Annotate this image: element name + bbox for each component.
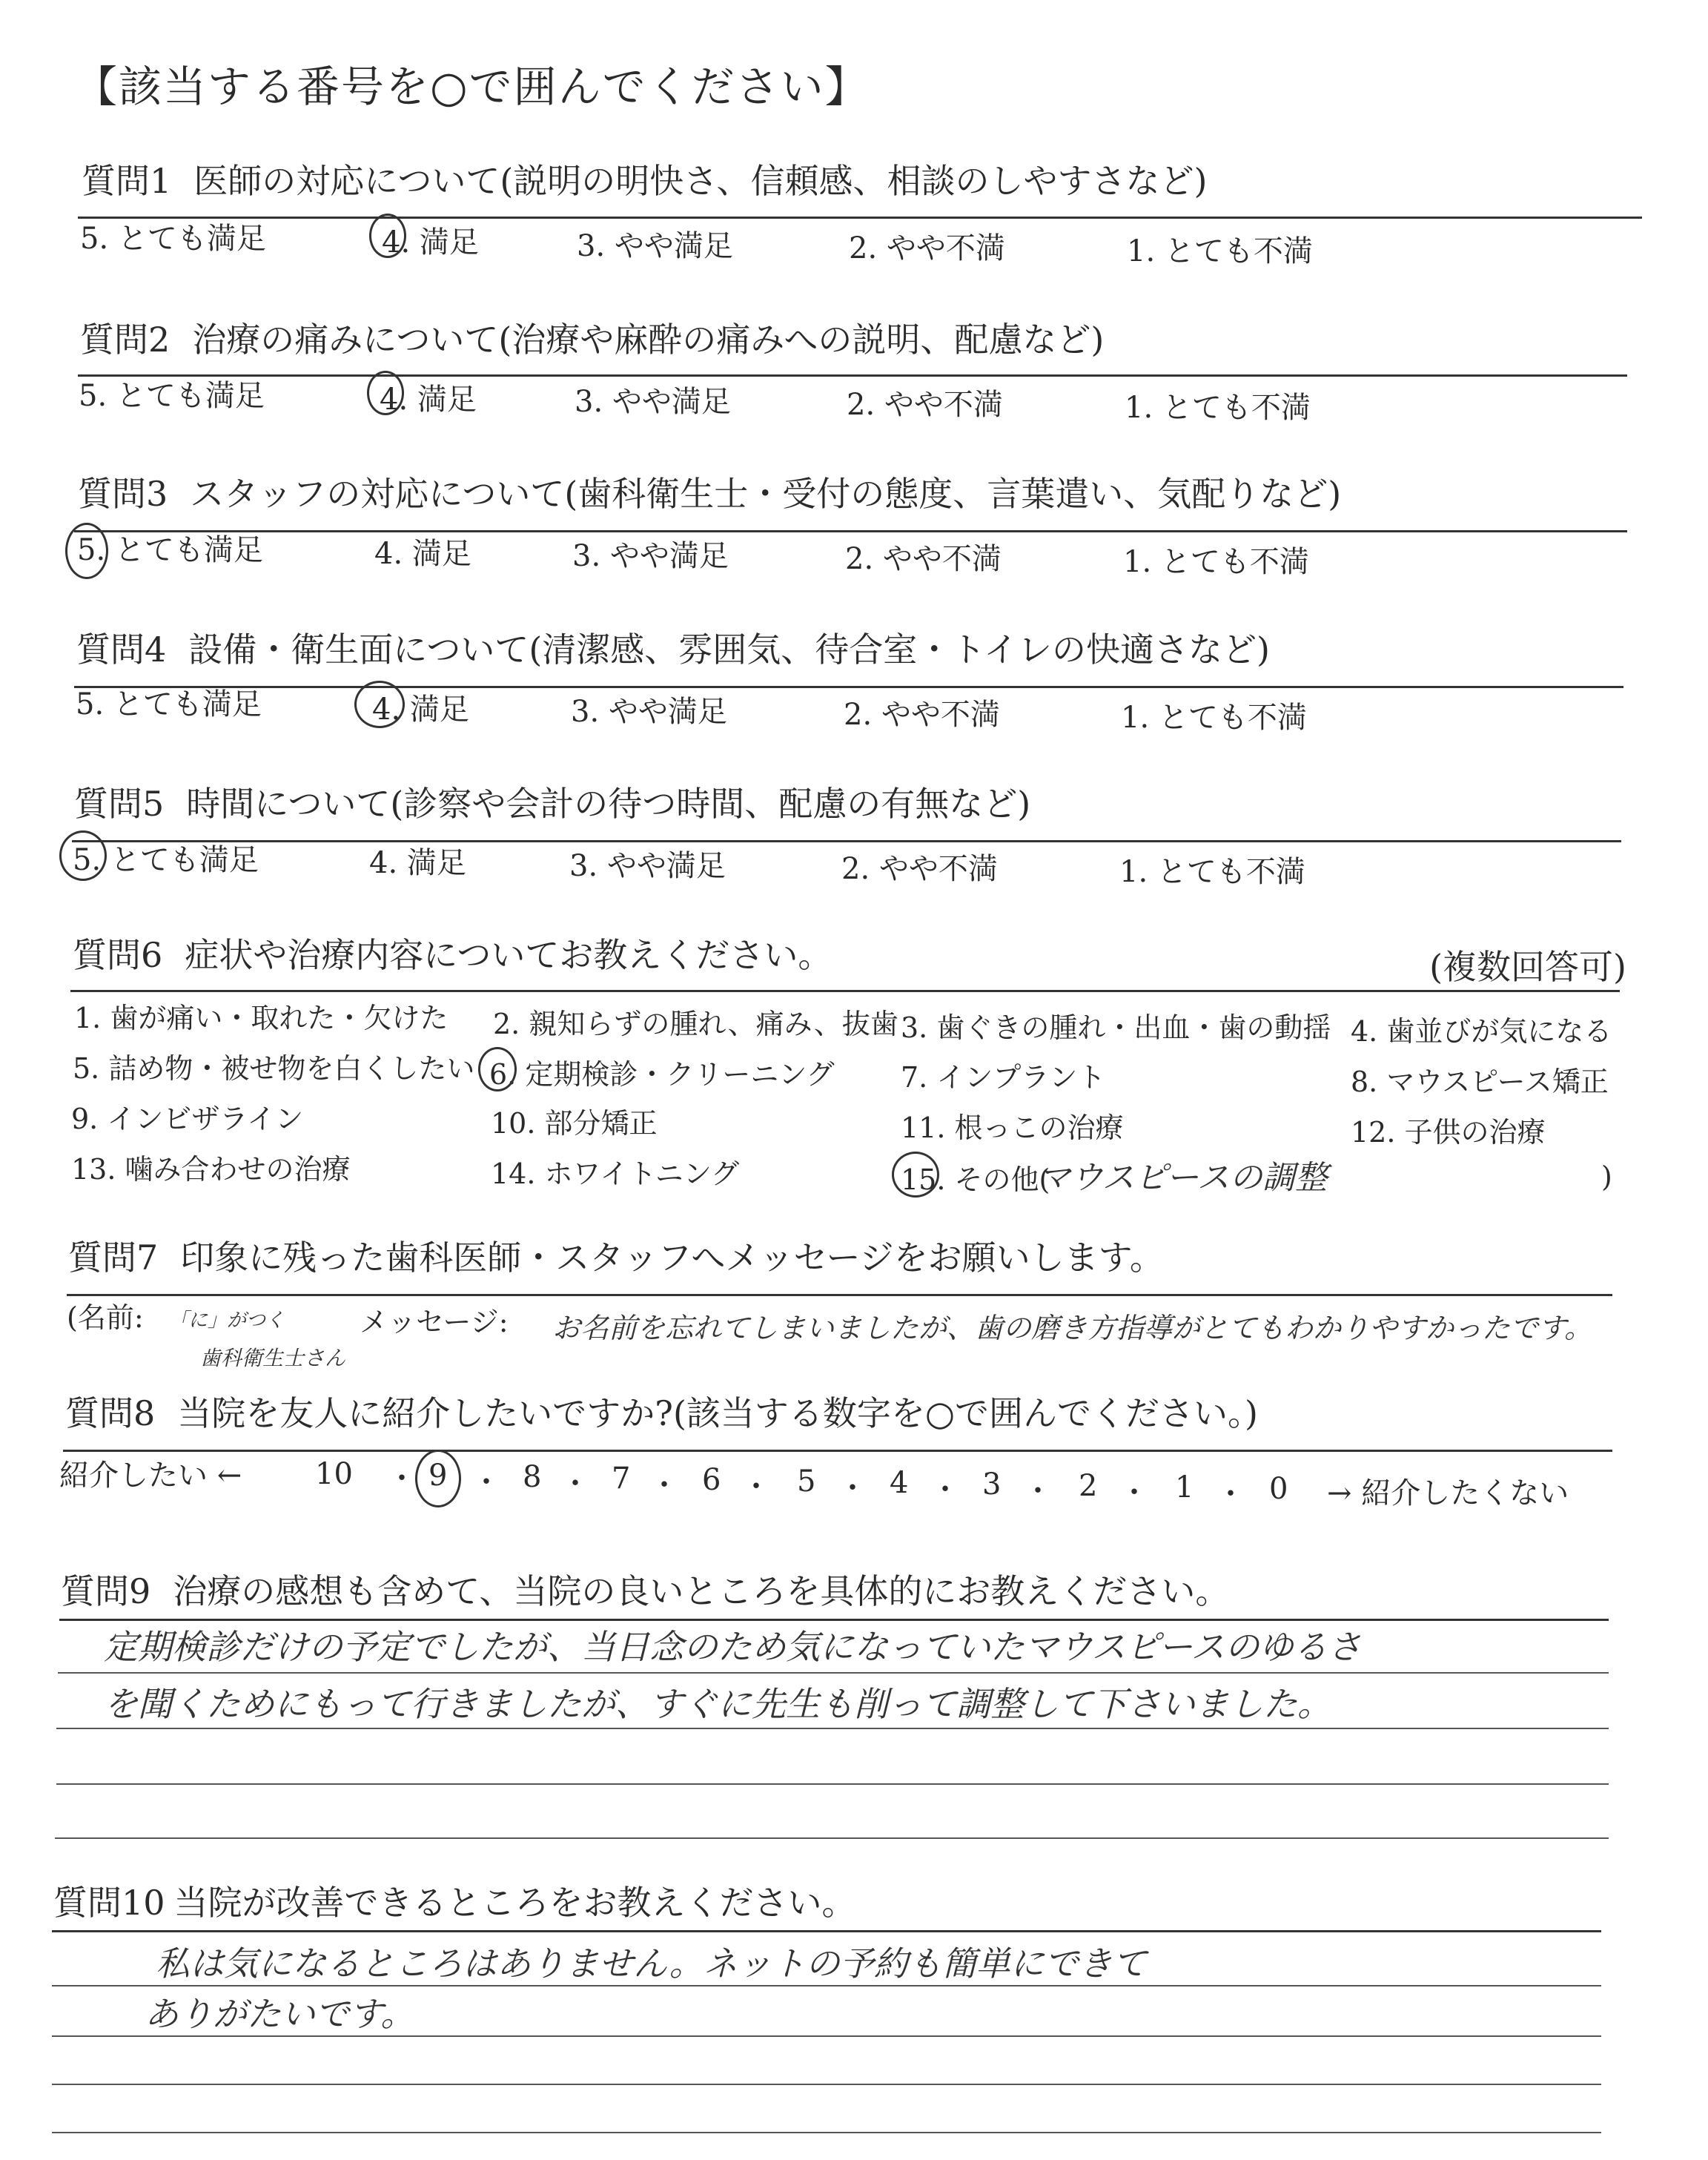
q6-heading	[73, 928, 832, 977]
q8-score-8[interactable]: 8	[523, 1460, 542, 1494]
q1-option-1[interactable]: 1. とても不満	[1127, 234, 1313, 268]
q9-answer-line2[interactable]: を聞くためにもって行きましたが、すぐに先生も削って調整して下さいました。	[104, 1684, 1331, 1724]
q9-writing-line	[56, 1728, 1609, 1729]
q10-writing-line	[52, 1985, 1601, 1986]
q8-separator: ・	[838, 1471, 867, 1505]
q8-score-4[interactable]: 4	[890, 1466, 909, 1500]
q8-separator: ・	[1216, 1477, 1245, 1511]
q4-option-2[interactable]: 2. やや不満	[844, 698, 1000, 732]
q6-option-6-circle	[478, 1047, 517, 1091]
q2-option-4[interactable]: 4. 満足	[380, 383, 477, 417]
q6-option-12[interactable]: 12. 子供の治療	[1351, 1116, 1546, 1149]
q6-option-13[interactable]: 13. 噛み合わせの治療	[71, 1153, 351, 1186]
q6-option-15-circle	[892, 1152, 939, 1198]
q6-option-10[interactable]: 10. 部分矯正	[491, 1107, 658, 1140]
q5-text: 時間について(診察や会計の待つ時間、配慮の有無など)	[186, 784, 1031, 824]
q4-option-1[interactable]: 1. とても不満	[1121, 701, 1307, 735]
q4-option-3[interactable]: 3. やや満足	[571, 695, 727, 729]
q10-rule	[52, 1930, 1601, 1932]
q5-option-3[interactable]: 3. やや満足	[569, 849, 726, 883]
q2-rule	[78, 374, 1627, 377]
q6-option-1[interactable]: 1. 歯が痛い・取れた・欠けた	[74, 1002, 448, 1034]
q3-option-5[interactable]: 5. とても満足	[77, 533, 263, 567]
q6-multiple-answer-note: (複数回答可)	[1429, 947, 1626, 987]
q8-score-10[interactable]: 10	[315, 1457, 353, 1491]
q7-heading	[68, 1231, 1164, 1280]
q3-option-2[interactable]: 2. やや不満	[845, 542, 1002, 576]
q10-heading	[53, 1876, 856, 1925]
q7-name-line1[interactable]: 「に」がつく	[169, 1309, 285, 1332]
q1-option-3[interactable]: 3. やや満足	[577, 229, 733, 263]
q8-text: 当院を友人に紹介したいですか?(該当する数字を○で囲んでください。)	[177, 1393, 1258, 1433]
q6-label: 質問6	[73, 935, 163, 975]
q2-option-1[interactable]: 1. とても不満	[1125, 391, 1311, 425]
q1-rule	[78, 217, 1642, 219]
q6-option-9[interactable]: 9. インビザライン	[71, 1103, 304, 1135]
q9-writing-line	[55, 1837, 1609, 1839]
q10-writing-line	[52, 2132, 1601, 2133]
q10-answer-line1[interactable]: 私は気になるところはありません。ネットの予約も簡単にできて	[156, 1943, 1147, 1984]
q5-label: 質問5	[74, 784, 165, 824]
q4-heading	[76, 623, 1270, 672]
q4-option-5[interactable]: 5. とても満足	[76, 687, 262, 721]
q8-separator: ・	[560, 1467, 590, 1501]
q2-heading	[80, 313, 1104, 362]
q8-right-label: → 紹介したくない	[1327, 1476, 1569, 1510]
form-title: 【該当する番号を○で囲んでください】	[74, 62, 870, 112]
q8-separator: ・	[471, 1465, 501, 1499]
q8-score-0[interactable]: 0	[1269, 1472, 1288, 1506]
q7-name-label: (名前:	[67, 1301, 144, 1334]
q8-separator: ・	[930, 1473, 960, 1507]
q6-option-11[interactable]: 11. 根っこの治療	[901, 1112, 1124, 1144]
q8-score-6[interactable]: 6	[702, 1463, 721, 1497]
q4-label: 質問4	[76, 630, 167, 670]
q8-rule	[63, 1450, 1612, 1452]
q6-other-handwritten[interactable]: マウスピースの調整	[1038, 1159, 1328, 1197]
q2-selection-circle	[367, 371, 404, 415]
q3-label: 質問3	[78, 474, 168, 514]
q4-option-4[interactable]: 4. 満足	[372, 693, 469, 727]
q9-label: 質問9	[61, 1571, 151, 1611]
q8-separator: ・	[741, 1470, 771, 1504]
q10-answer-line2[interactable]: ありがたいです。	[145, 1994, 415, 2034]
q8-score-2[interactable]: 2	[1079, 1469, 1098, 1503]
q6-option-15-close: )	[1601, 1160, 1612, 1193]
q5-rule	[72, 840, 1621, 842]
q6-option-2[interactable]: 2. 親知らずの腫れ、痛み、抜歯	[493, 1008, 898, 1040]
q10-text: 当院が改善できるところをお教えください。	[173, 1883, 856, 1923]
q8-separator: ・	[1119, 1476, 1149, 1510]
q7-message-label: メッセージ:	[360, 1306, 509, 1338]
q1-heading	[82, 154, 1207, 203]
q1-option-2[interactable]: 2. やや不満	[849, 231, 1005, 265]
q8-separator: ・	[649, 1468, 679, 1502]
q5-option-2[interactable]: 2. やや不満	[841, 852, 998, 886]
q8-score-1[interactable]: 1	[1175, 1470, 1194, 1505]
q6-option-4[interactable]: 4. 歯並びが気になる	[1351, 1015, 1612, 1048]
q5-option-4[interactable]: 4. 満足	[369, 846, 466, 880]
q6-text: 症状や治療内容についてお教えください。	[185, 935, 833, 975]
q3-option-1[interactable]: 1. とても不満	[1123, 545, 1309, 579]
q9-writing-line	[56, 1783, 1609, 1785]
q5-option-5[interactable]: 5. とても満足	[73, 843, 259, 877]
q8-heading	[65, 1387, 1258, 1436]
q4-rule	[74, 686, 1623, 688]
q3-option-3[interactable]: 3. やや満足	[572, 539, 729, 573]
q2-label: 質問2	[80, 320, 171, 360]
q1-option-5[interactable]: 5. とても満足	[80, 222, 266, 256]
q2-option-5[interactable]: 5. とても満足	[79, 379, 265, 413]
q7-message-handwritten[interactable]: お名前を忘れてしまいましたが、歯の磨き方指導がとてもわかりやすかったです。	[552, 1312, 1592, 1344]
q5-option-1[interactable]: 1. とても不満	[1119, 855, 1305, 889]
q1-text: 医師の対応について(説明の明快さ、信頼感、相談のしやすさなど)	[193, 161, 1208, 201]
q3-text: スタッフの対応について(歯科衛生士・受付の態度、言葉遣い、気配りなど)	[190, 474, 1342, 514]
q1-label: 質問1	[82, 161, 172, 201]
q6-option-3[interactable]: 3. 歯ぐきの腫れ・出血・歯の動揺	[901, 1011, 1331, 1044]
q9-answer-line1[interactable]: 定期検診だけの予定でしたが、当日念のため気になっていたマウスピースのゆるさ	[104, 1627, 1362, 1667]
q9-writing-line	[58, 1672, 1609, 1674]
q2-option-2[interactable]: 2. やや不満	[847, 388, 1003, 422]
q8-score-3[interactable]: 3	[982, 1467, 1002, 1502]
q8-score-7[interactable]: 7	[612, 1462, 631, 1496]
q8-separator: ・	[387, 1462, 417, 1496]
q6-option-7[interactable]: 7. インプラント	[901, 1061, 1106, 1094]
q6-option-5[interactable]: 5. 詰め物・被せ物を白くしたい	[73, 1052, 475, 1085]
q1-option-4[interactable]: 4. 満足	[382, 225, 479, 260]
q7-text: 印象に残った歯科医師・スタッフへメッセージをお願いします。	[180, 1238, 1164, 1278]
q8-selection-circle	[415, 1450, 461, 1507]
q8-score-9[interactable]: 9	[428, 1459, 448, 1493]
q3-selection-circle	[65, 523, 108, 579]
q1-selection-circle	[369, 214, 406, 258]
q8-label: 質問8	[65, 1393, 156, 1433]
q10-writing-line	[52, 2035, 1601, 2037]
q8-left-label: 紹介したい ←	[59, 1459, 242, 1493]
q7-rule	[67, 1294, 1612, 1296]
q3-heading	[78, 467, 1341, 516]
q6-option-14[interactable]: 14. ホワイトニング	[491, 1157, 740, 1190]
q2-option-3[interactable]: 3. やや満足	[575, 385, 731, 419]
q10-label: 質問10	[53, 1883, 165, 1923]
q3-option-4[interactable]: 4. 満足	[374, 537, 471, 571]
q6-rule	[70, 990, 1620, 992]
q9-text: 治療の感想も含めて、当院の良いところを具体的にお教えください。	[173, 1571, 1230, 1611]
q9-heading	[61, 1565, 1229, 1614]
q4-text: 設備・衛生面について(清潔感、雰囲気、待合室・トイレの快適さなど)	[188, 630, 1270, 670]
q6-option-8[interactable]: 8. マウスピース矯正	[1351, 1066, 1609, 1098]
q4-selection-circle	[354, 681, 405, 728]
q10-writing-line	[52, 2084, 1601, 2085]
q2-text: 治療の痛みについて(治療や麻酔の痛みへの説明、配慮など)	[192, 320, 1105, 360]
q8-score-5[interactable]: 5	[797, 1464, 816, 1499]
q6-option-15[interactable]: 15. その他(	[901, 1163, 1050, 1196]
q7-name-line2[interactable]: 歯科衛生士さん	[200, 1346, 346, 1370]
q5-heading	[74, 777, 1030, 826]
q8-separator: ・	[1023, 1474, 1053, 1508]
q3-rule	[74, 530, 1627, 532]
q7-label: 質問7	[68, 1238, 159, 1278]
q5-selection-circle	[59, 830, 107, 881]
q6-option-6[interactable]: 6. 定期検診・クリーニング	[489, 1058, 835, 1091]
